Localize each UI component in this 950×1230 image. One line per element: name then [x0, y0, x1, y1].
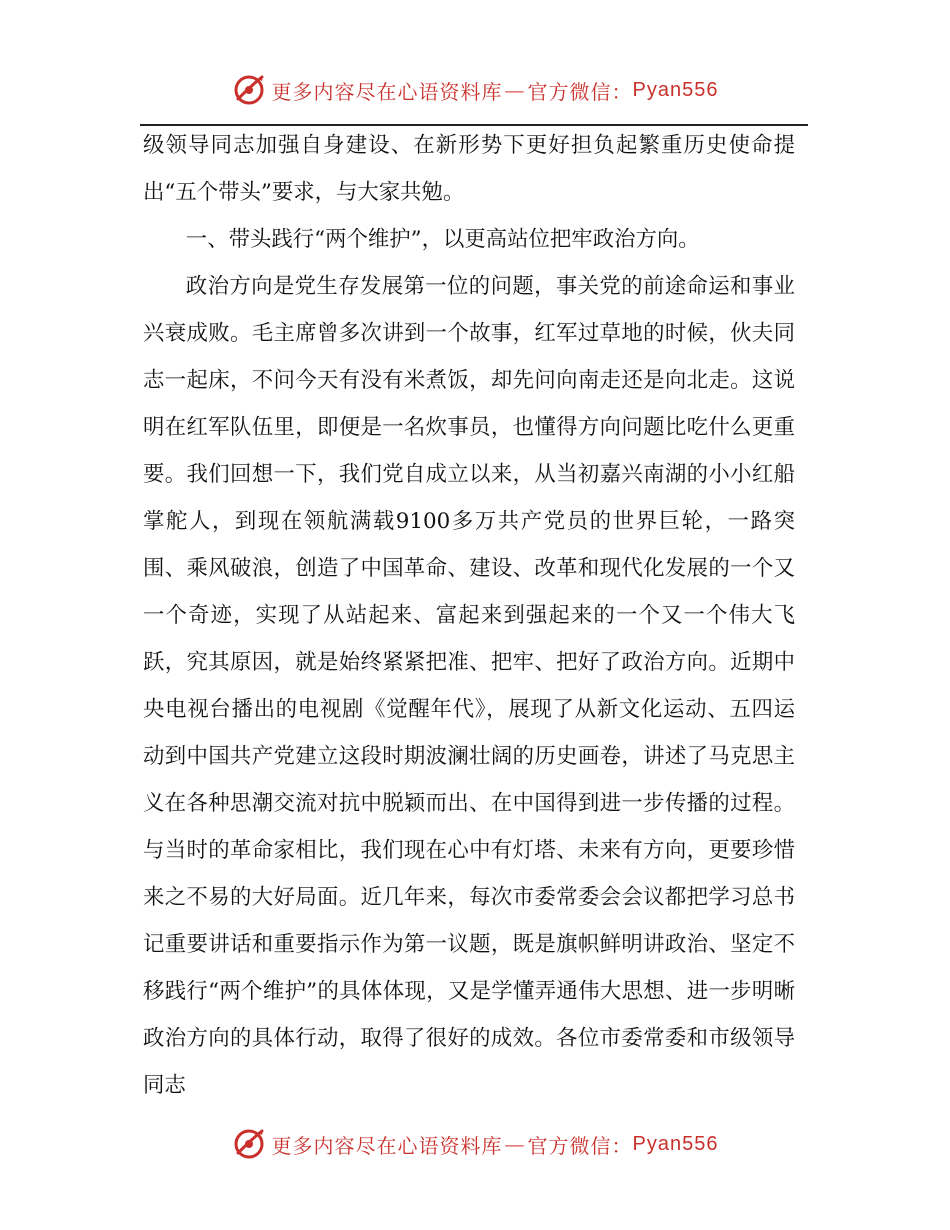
footer-banner	[0, 1126, 950, 1162]
banner-wechat-id: Pyan556	[632, 78, 719, 101]
banner-wechat-label: 官方微信：	[527, 79, 633, 104]
banner-separator: —	[504, 78, 526, 102]
banner-wechat-id: Pyan556	[632, 1132, 719, 1155]
brush-logo-icon	[232, 73, 266, 107]
header-banner	[0, 72, 950, 108]
banner-text: 更多内容尽在心语资料库	[271, 79, 503, 104]
paragraph-body: 政治方向是党生存发展第一位的问题，事关党的前途命运和事业兴衰成败。毛主席曾多次讲到一个故事，红军过草地的时候，伙夫同志一起床，不问今天有没有米煮饭，却先问向南走还是向北走。这说明在红军队伍里，即便是一名炊事员，也懂得方向问题比吃什么更重要。我们回想一下，我们党自成立以来，从当初嘉兴南湖的小小红船掌舵人，到现在领航满载9100多万共产党员的世界巨轮，一路突围、乘风破浪，创造了中国革命、建设、改革和现代化发展的一个又一个奇迹，实现了从站起来、富起来到强起来的一个又一个伟大飞跃，究其原因，就是始终紧紧把准、把牢、把好了政治方向。近期中央电视台播出的电视剧《觉醒年代》，展现了从新文化运动、五四运动到中国共产党建立这段时期波澜壮阔的历史画卷，讲述了马克思主义在各种思潮交流对抗中脱颖而出、在中国得到进一步传播的过程。与当时的革命家相比，我们现在心中有灯塔、未来有方向，更要珍惜来之不易的大好局面。近几年来，每次市委常委会会议都把学习总书记重要讲话和重要指示作为第一议题，既是旗帜鲜明讲政治、坚定不移践行“两个维护”的具体体现，又是学懂弄通伟大思想、进一步明晰政治方向的具体行动，取得了很好的成效。各位市委常委和市级领导同志	[143, 274, 795, 1098]
section-heading: 一、带头践行“两个维护”，以更高站位把牢政治方向。	[185, 227, 700, 252]
paragraph-continuation: 级领导同志加强自身建设、在新形势下更好担负起繁重历史使命提出“五个带头”要求，与大家共勉。	[143, 133, 795, 205]
banner-text: 更多内容尽在心语资料库	[271, 1133, 503, 1158]
brush-logo-icon	[232, 1127, 266, 1161]
banner-separator: —	[504, 1132, 526, 1156]
document-body	[143, 122, 795, 1109]
banner-wechat-label: 官方微信：	[527, 1133, 633, 1158]
